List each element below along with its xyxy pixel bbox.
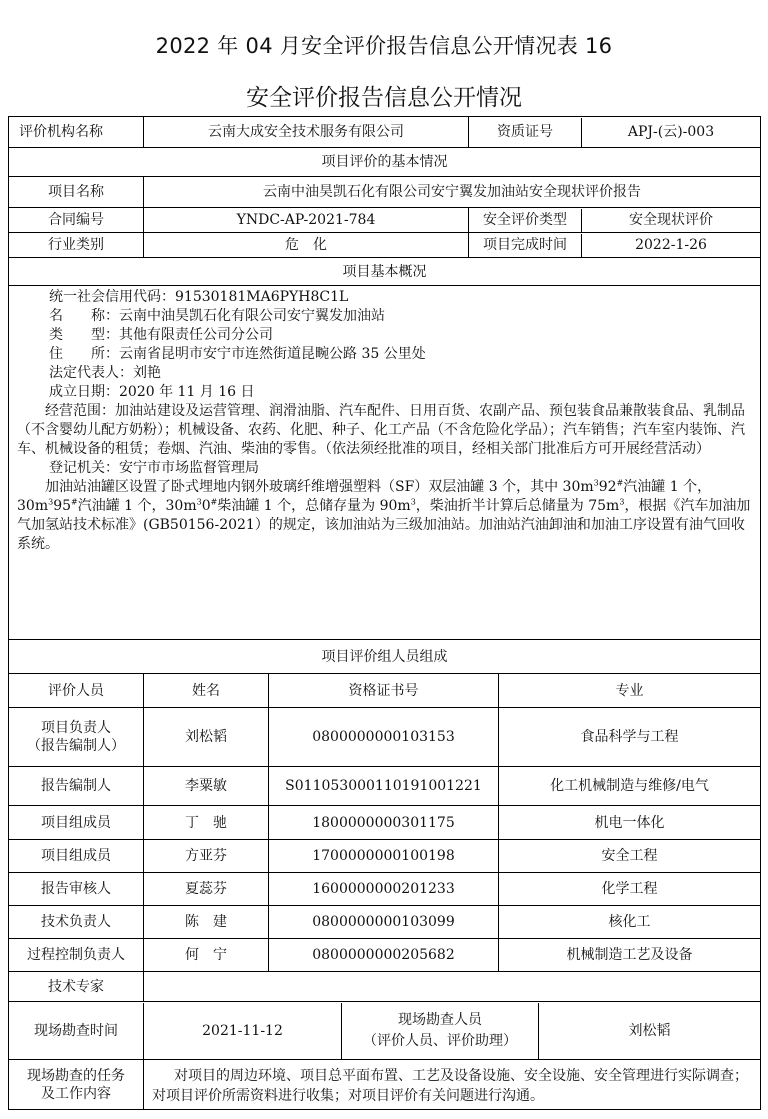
task-content: 对项目的周边环境、项目总平面布置、工艺及设备设施、安全设施、安全管理进行实际调查；对项目评价所需资料进行收集；对项目评价有关问题进行沟通。: [144, 1060, 761, 1110]
team-name: 夏蕊芬: [144, 873, 269, 906]
team-major: 化工机械制造与维修/电气: [499, 767, 761, 806]
team-role: 过程控制负责人: [9, 939, 144, 972]
founding-date: 成立日期：2020 年 11 月 16 日: [49, 384, 255, 400]
project-name-value: 云南中油昊凯石化有限公司安宁翼发加油站安全现状评价报告: [144, 177, 761, 208]
header-major: 专业: [499, 674, 761, 708]
site-staff-label: 现场勘查人员 （评价人员、评价助理）: [342, 1003, 539, 1059]
header-name: 姓名: [144, 674, 269, 708]
team-role: 项目组成员: [9, 806, 144, 840]
team-row: [9, 873, 761, 906]
industry-value: 危 化: [144, 233, 469, 258]
expert-row: [9, 972, 761, 1002]
tank-description: 加油站油罐区设置了卧式埋地内钢外玻璃纤维增强塑料（SF）双层油罐 3 个，其中 $30m^392^{\#}$汽油罐 1 个，$30m^395^{\#}$汽油罐 1 个，$30m^30^{\#}$柴油罐 1 个，总储存量为 $90m^3$，柴油折半计算后总储量为 $75m^3$，根据《汽车加油加气加氢站技术标准》(GB50156-2021）的规定，该加油站为三级加油站。加油站汽油卸油和加油工序设置有油气回收系统。: [17, 478, 751, 552]
site-staff-value: 刘松韬: [628, 1022, 671, 1039]
team-cert: S011053000110191001221: [269, 767, 499, 806]
disclosure-table: [8, 116, 761, 1110]
org-label: 评价机构名称: [9, 117, 144, 148]
form-subtitle: 安全评价报告信息公开情况: [246, 85, 522, 111]
team-name: 陈 建: [144, 906, 269, 939]
section-basic-heading: 项目评价的基本情况: [9, 148, 761, 177]
company-type: 类 型：其他有限责任公司分公司: [49, 327, 273, 343]
team-cert: 1800000000301175: [269, 806, 499, 840]
team-row: [9, 767, 761, 806]
cert-value: APJ-(云)-003: [627, 124, 715, 140]
team-name: 丁 驰: [144, 806, 269, 840]
task-row: [9, 1060, 761, 1110]
company-address: 住 所：云南省昆明市安宁市连然街道昆畹公路 35 公里处: [49, 346, 426, 362]
expert-value: [144, 972, 761, 1002]
eval-type-value: 安全现状评价: [629, 212, 713, 228]
expert-label: 技术专家: [9, 972, 144, 1002]
team-header-row: [9, 674, 761, 708]
team-name: 何 宁: [144, 939, 269, 972]
team-cert: 0800000000103099: [269, 906, 499, 939]
team-role: 报告审核人: [9, 873, 144, 906]
site-time-label: 现场勘查时间: [9, 1003, 144, 1059]
team-major: 机械制造工艺及设备: [499, 939, 761, 972]
site-survey-row: [9, 1003, 760, 1059]
team-row: [9, 840, 761, 873]
team-row: [9, 708, 761, 767]
team-major: 安全工程: [499, 840, 761, 873]
section-team-heading: 项目评价组人员组成: [9, 640, 761, 674]
team-role: 技术负责人: [9, 906, 144, 939]
project-name-label: 项目名称: [9, 177, 144, 208]
overview-block: [9, 286, 761, 640]
company-name: 名 称：云南中油昊凯石化有限公司安宁翼发加油站: [49, 308, 385, 324]
team-major: 食品科学与工程: [499, 708, 761, 767]
contract-label: 合同编号: [9, 208, 144, 233]
team-cert: 1600000000201233: [269, 873, 499, 906]
section-overview-heading: 项目基本概况: [9, 258, 761, 286]
business-scope: 经营范围：加油站建设及运营管理、润滑油脂、汽车配件、日用百货、农副产品、预包装食品兼散装食品、乳制品（不含婴幼儿配方奶粉）；机械设备、农药、化肥、种子、化工产品（不含危险化学品）；汽车销售；汽车室内装饰、汽车、机械设备的租赁；卷烟、汽油、柴油的零售。（依法须经批准的项目，经相关部门批准后方可开展经营活动）: [17, 403, 745, 457]
team-row: [9, 806, 761, 840]
completion-label: 项目完成时间: [469, 234, 582, 257]
eval-type-label: 安全评价类型: [469, 209, 582, 232]
task-label: 现场勘查的任务 及工作内容: [9, 1060, 144, 1110]
cert-label: 资质证号: [469, 118, 582, 147]
registration-authority: 登记机关：安宁市市场监督管理局: [49, 460, 259, 476]
credit-code: 统一社会信用代码：91530181MA6PYH8C1L: [49, 289, 349, 305]
header-cert: 资格证书号: [269, 674, 499, 708]
team-name: 李粟敏: [144, 767, 269, 806]
team-row: [9, 906, 761, 939]
contract-value: YNDC-AP-2021-784: [144, 208, 469, 233]
org-row: [9, 117, 761, 148]
org-value: 云南大成安全技术服务有限公司: [144, 117, 469, 148]
team-name: 方亚芬: [144, 840, 269, 873]
industry-label: 行业类别: [9, 233, 144, 258]
team-cert: 0800000000103153: [269, 708, 499, 767]
site-time-value: 2021-11-12: [144, 1003, 342, 1059]
header-role: 评价人员: [9, 674, 144, 708]
team-role: 项目组成员: [9, 840, 144, 873]
document-title: 2022 年 04 月安全评价报告信息公开情况表 16: [155, 34, 613, 58]
completion-value: 2022-1-26: [635, 237, 707, 253]
team-name: 刘松韬: [144, 708, 269, 767]
team-cert: 0800000000205682: [269, 939, 499, 972]
team-major: 化学工程: [499, 873, 761, 906]
team-role: 报告编制人: [9, 767, 144, 806]
team-cert: 1700000000100198: [269, 840, 499, 873]
team-major: 核化工: [499, 906, 761, 939]
legal-representative: 法定代表人：刘艳: [49, 365, 161, 381]
team-row: [9, 939, 761, 972]
team-role: 项目负责人 （报告编制人）: [9, 708, 144, 767]
team-major: 机电一体化: [499, 806, 761, 840]
